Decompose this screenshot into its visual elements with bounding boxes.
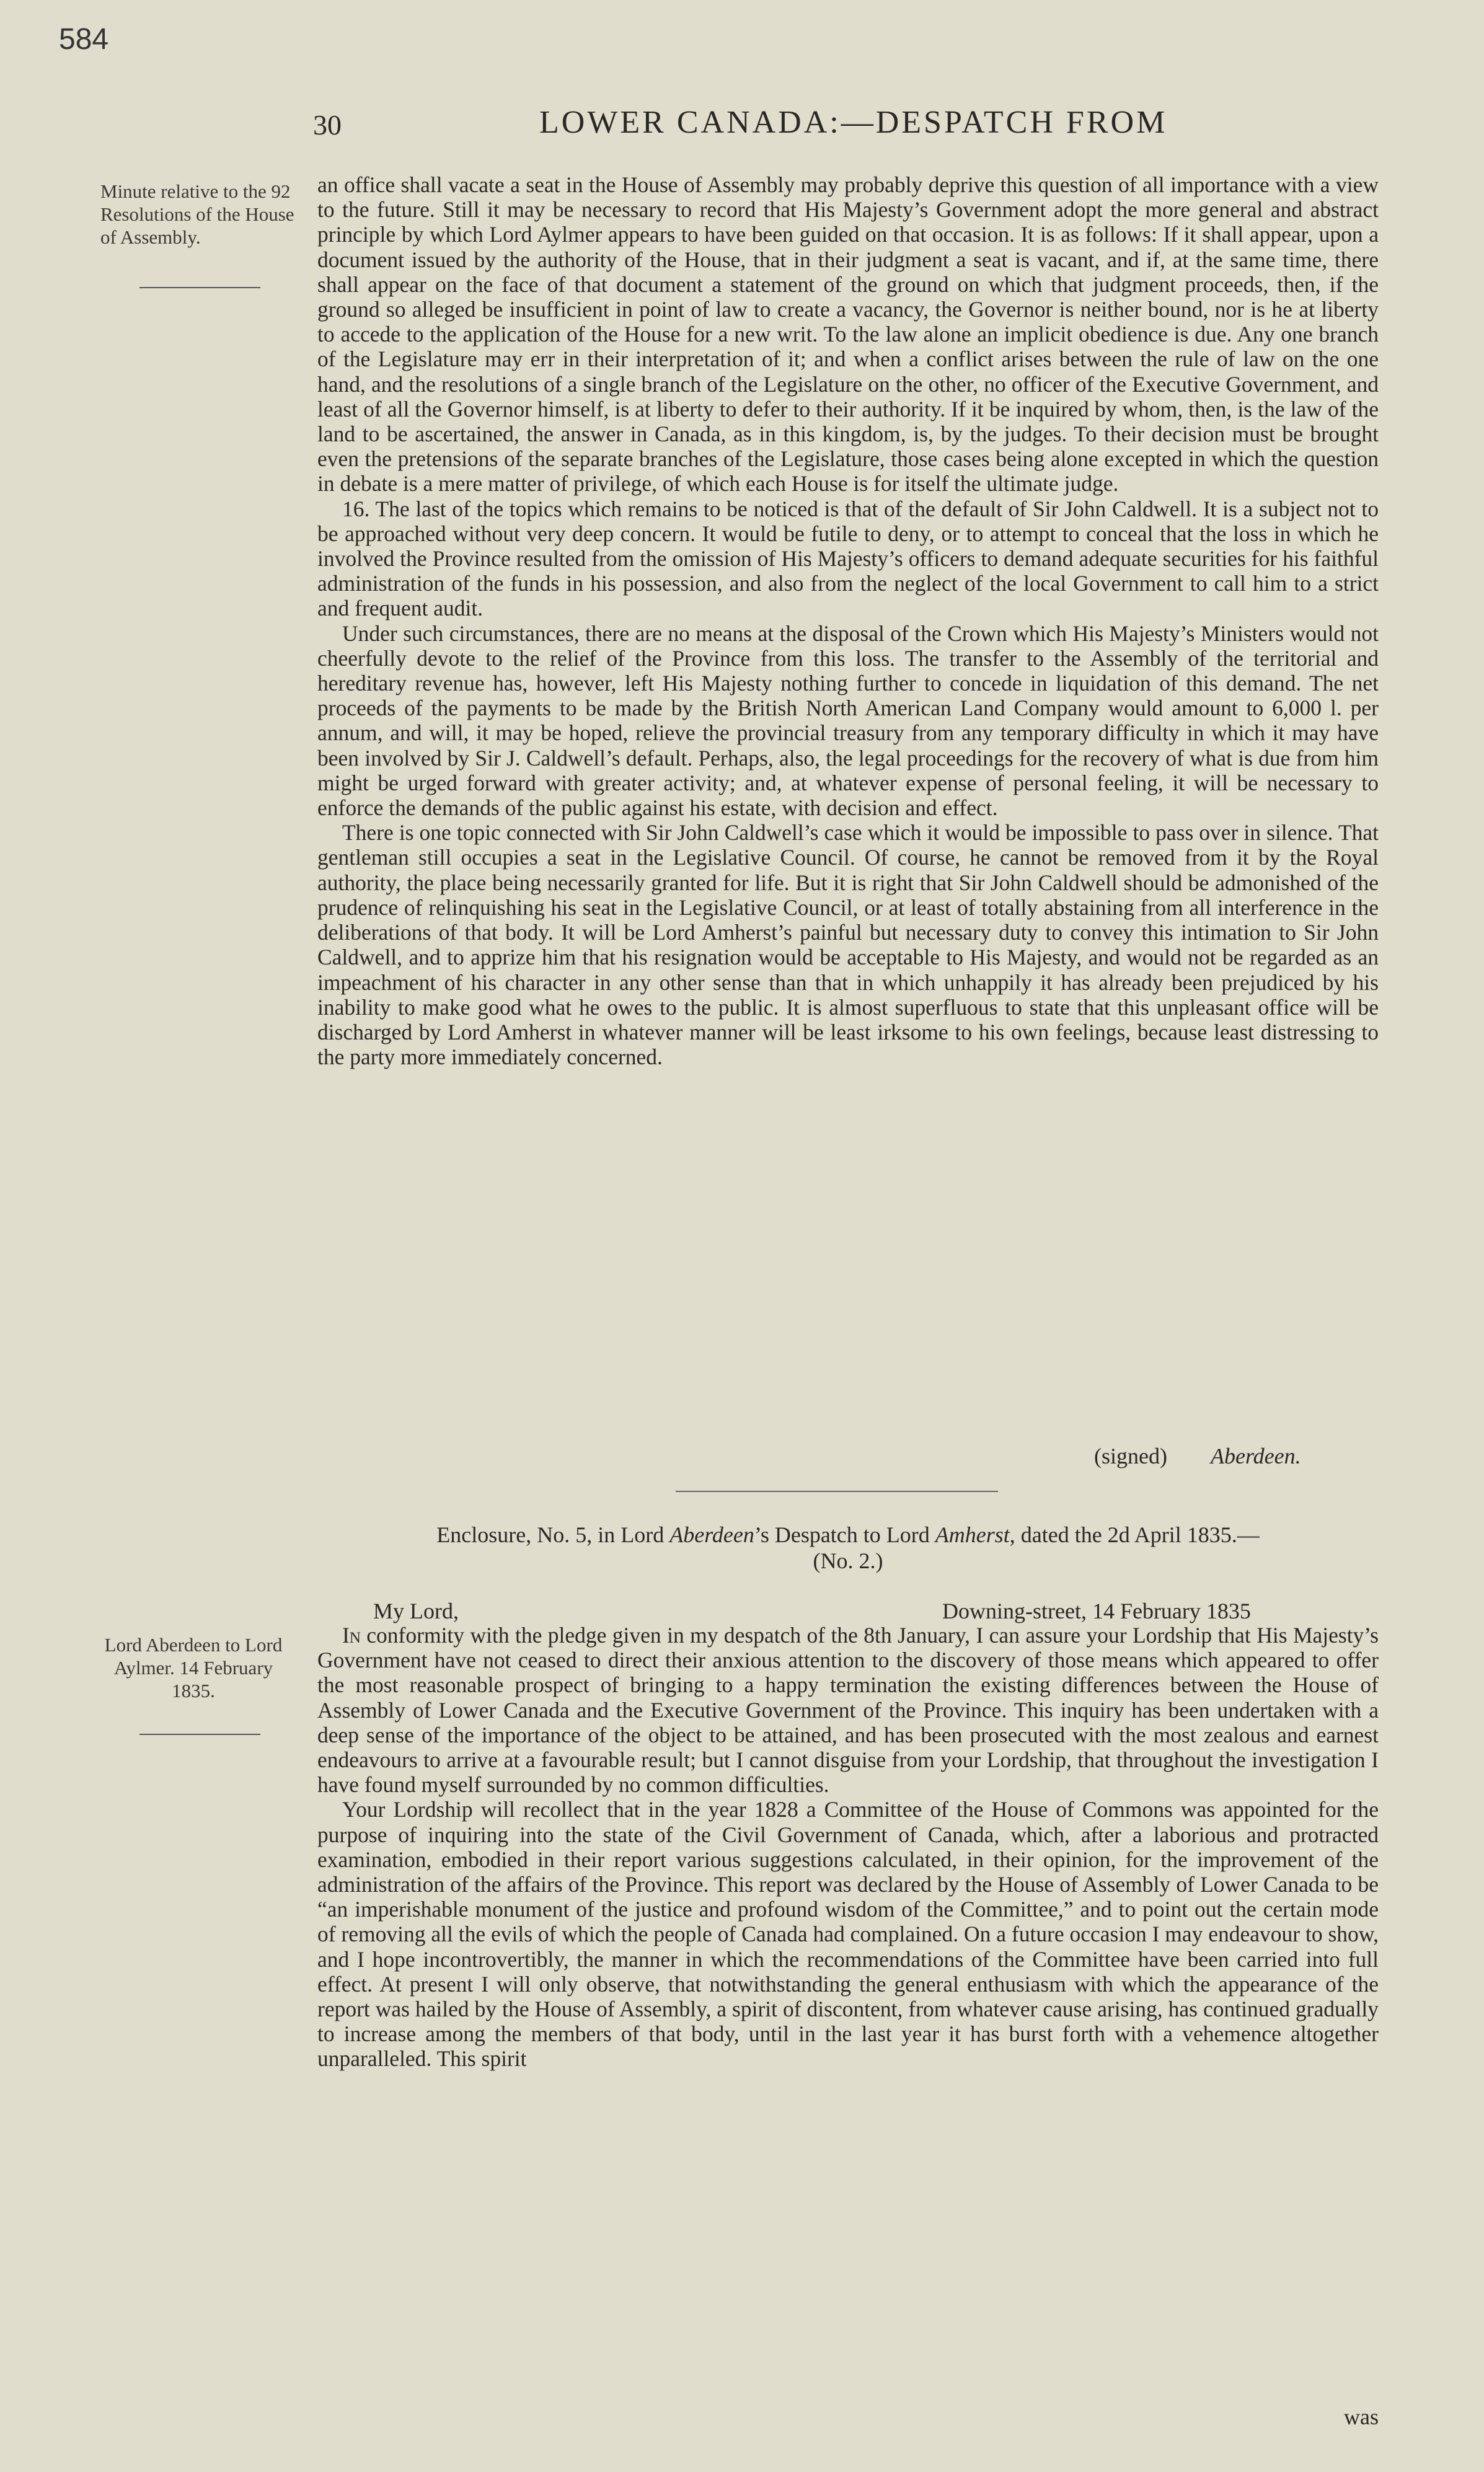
opening-word: In bbox=[342, 1623, 361, 1648]
signed-label: (signed) bbox=[1094, 1444, 1167, 1468]
paragraph bbox=[317, 1623, 1379, 1797]
catchword: was bbox=[1344, 2404, 1379, 2429]
enclosure-heading bbox=[317, 1522, 1379, 1574]
signature-line bbox=[1094, 1443, 1301, 1469]
letter-body bbox=[317, 1623, 1379, 2072]
section-divider bbox=[676, 1491, 998, 1492]
enclosure-text: ’s Despatch to Lord bbox=[754, 1522, 935, 1547]
running-title: LOWER CANADA:—DESPATCH FROM bbox=[539, 105, 1168, 140]
page-number: 30 bbox=[313, 109, 342, 141]
enclosure-text: Enclosure, No. 5, in Lord bbox=[436, 1522, 670, 1547]
enclosure-name: Aberdeen bbox=[669, 1522, 754, 1547]
folio-number: 584 bbox=[59, 23, 109, 56]
enclosure-name: Amherst bbox=[935, 1522, 1010, 1547]
despatch-body bbox=[317, 172, 1379, 1069]
salutation: My Lord, bbox=[373, 1599, 459, 1623]
paragraph: Your Lordship will recollect that in the year 1828 a Committee of the House of Commons was appointed for the purpose of inquiring into the state of the Civil Government of Canada, which, after a laborious and protracted examination, embodied in their report various suggestions calculated, in their opinion, for the improvement of the administration of the affairs of the Province. This report was declared by the House of Assembly of Lower Canada to be “an imperishable monument of the justice and profound wisdom of the Committee,” and to point out the certain mode of removing all the evils of which the people of Canada had complained. On a future occasion I may endeavour to show, and I hope incontrovertibly, the manner in which the recommendations of the Committee have been carried into full effect. At present I will only observe, that notwithstanding the general enthusiasm with which the appearance of the report was hailed by the House of Assembly, a spirit of discontent, from whatever cause arising, has continued gradually to increase among the members of that body, until in the last year it has burst forth with a vehemence altogether unparalleled. This spirit bbox=[317, 1797, 1379, 2072]
marginal-note-minute: Minute relative to the 92 Resolutions of the House of Assembly. bbox=[100, 180, 294, 248]
paragraph: Under such circumstances, there are no means at the disposal of the Crown which His Majesty’s Ministers would not cheerfully devote to the relief of the Province from this loss. The transfer to the Assembly of the territorial and hereditary revenue has, however, left His Majesty nothing further to concede in liquidation of this demand. The net proceeds of the payments to be made by the British North American Land Company would amount to 6,000 l. per annum, and will, it may be hoped, relieve the provincial treasury from any temporary difficulty in which it may have been involved by Sir J. Caldwell’s default. Perhaps, also, the legal proceedings for the recovery of what is due from him might be urged forward with greater activity; and, at whatever expense of personal feeling, it will be necessary to enforce the demands of the public against his estate, with decision and effect. bbox=[317, 620, 1379, 821]
place-date: Downing-street, 14 February 1835 bbox=[942, 1599, 1251, 1623]
enclosure-text: , dated the 2d April 1835.— bbox=[1009, 1522, 1260, 1547]
marginal-rule bbox=[139, 287, 260, 288]
paragraph: 16. The last of the topics which remains to be noticed is that of the default of Sir John Caldwell. It is a subject not to be approached without very deep concern. It would be futile to deny, or to attempt to conceal that the loss in which he involved the Province resulted from the omission of His Majesty’s officers to demand adequate securities for his faithful administration of the funds in his possession, and also from the neglect of the local Government to call him to a strict and frequent audit. bbox=[317, 496, 1379, 621]
marginal-note-letter: Lord Aberdeen to Lord Aylmer. 14 February 1835. bbox=[104, 1634, 283, 1702]
enclosure-number: (No. 2.) bbox=[813, 1548, 883, 1573]
marginal-rule bbox=[139, 1734, 260, 1735]
signatory-name: Aberdeen. bbox=[1210, 1444, 1301, 1468]
paragraph: There is one topic connected with Sir John Caldwell’s case which it would be impossible to pass over in silence. That gentleman still occupies a seat in the Legislative Council. Of course, he cannot be removed from it by the Royal authority, the place being necessarily granted for life. But it is right that Sir John Caldwell should be admonished of the prudence of relinquishing his seat in the Legislative Council, or at least of totally abstaining from all interference in the deliberations of that body. It will be Lord Amherst’s painful but necessary duty to convey this intimation to Sir John Caldwell, and to apprize him that his resignation would be acceptable to His Majesty, and would not be regarded as an impeachment of his character in any other sense than that in which unhappily it has already been prejudiced by his inability to make good what he owes to the public. It is almost superfluous to state that this unpleasant office will be discharged by Lord Amherst in whatever manner will be least irksome to his own feelings, because least distressing to the party more immediately concerned. bbox=[317, 820, 1379, 1070]
paragraph: an office shall vacate a seat in the House of Assembly may probably deprive this question of all importance with a view to the future. Still it may be necessary to record that His Majesty’s Government adopt the more general and abstract principle by which Lord Aylmer appears to have been guided on that occasion. It is as follows: If it shall appear, upon a document issued by the authority of the House, that in their judgment a seat is vacant, and if, at the same time, there shall appear on the face of that document a statement of the ground on which that judgment proceeds, then, if the ground so alleged be insufficient in point of law to create a vacancy, the Governor is neither bound, nor is he at liberty to accede to the application of the House for a new writ. To the law alone an implicit obedience is due. Any one branch of the Legislature may err in their interpretation of it; and when a conflict arises between the rule of law on the one hand, and the resolutions of a single branch of the Legislature on the other, no officer of the Executive Government, and least of all the Governor himself, is at liberty to defer to their authority. If it be inquired by whom, then, is the law of the land to be ascertained, the answer in Canada, as in this kingdom, is, by the judges. To their decision must be brought even the pretensions of the separate branches of the Legislature, those cases being alone excepted in which the question in debate is a mere matter of privilege, of which each House is for itself the ultimate judge. bbox=[317, 172, 1379, 497]
paragraph-text: conformity with the pledge given in my despatch of the 8th January, I can assure your Lordship that His Majesty’s Government have not ceased to direct their anxious attention to the discovery of those means which appeared to offer the most reasonable prospect of bringing to a happy termination the existing differences between the House of Assembly of Lower Canada and the Executive Government of the Province. This inquiry has been undertaken with a deep sense of the importance of the object to be attained, and has been prosecuted with the most zealous and earnest endeavours to arrive at a favourable result; but I cannot disguise from your Lordship, that throughout the investigation I have found myself surrounded by no common difficulties. bbox=[317, 1623, 1379, 1798]
